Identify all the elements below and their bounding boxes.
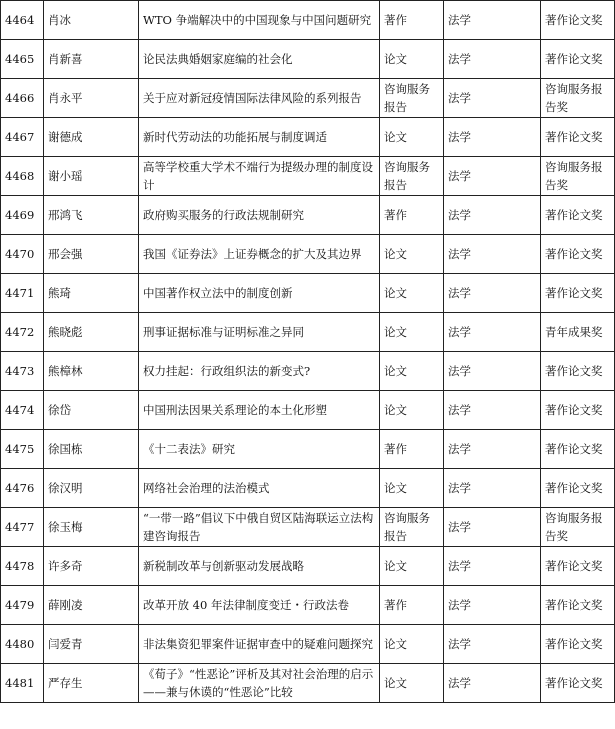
author-cell: 肖冰 bbox=[44, 1, 139, 40]
author-cell: 谢小瑶 bbox=[44, 157, 139, 196]
type-cell: 论文 bbox=[380, 118, 444, 157]
award-cell: 著作论文奖 bbox=[541, 352, 615, 391]
subject-cell: 法学 bbox=[444, 625, 541, 664]
row-number-cell: 4479 bbox=[1, 586, 44, 625]
title-cell: 非法集资犯罪案件证据审查中的疑难问题探究 bbox=[139, 625, 380, 664]
type-cell: 著作 bbox=[380, 196, 444, 235]
row-number-cell: 4464 bbox=[1, 1, 44, 40]
subject-cell: 法学 bbox=[444, 586, 541, 625]
row-number-cell: 4467 bbox=[1, 118, 44, 157]
type-cell: 著作 bbox=[380, 586, 444, 625]
award-cell: 著作论文奖 bbox=[541, 469, 615, 508]
table-row bbox=[1, 1, 615, 40]
award-cell: 著作论文奖 bbox=[541, 40, 615, 79]
row-number-cell: 4468 bbox=[1, 157, 44, 196]
type-cell: 论文 bbox=[380, 469, 444, 508]
award-cell: 著作论文奖 bbox=[541, 547, 615, 586]
author-cell: 严存生 bbox=[44, 664, 139, 703]
subject-cell: 法学 bbox=[444, 118, 541, 157]
title-cell: 中国刑法因果关系理论的本土化形塑 bbox=[139, 391, 380, 430]
row-number-cell: 4476 bbox=[1, 469, 44, 508]
table-row bbox=[1, 625, 615, 664]
subject-cell: 法学 bbox=[444, 469, 541, 508]
title-cell: 新税制改革与创新驱动发展战略 bbox=[139, 547, 380, 586]
title-cell: “一带一路”倡议下中俄自贸区陆海联运立法构建咨询报告 bbox=[139, 508, 380, 547]
subject-cell: 法学 bbox=[444, 40, 541, 79]
type-cell: 咨询服务报告 bbox=[380, 79, 444, 118]
row-number-cell: 4473 bbox=[1, 352, 44, 391]
subject-cell: 法学 bbox=[444, 664, 541, 703]
award-cell: 著作论文奖 bbox=[541, 1, 615, 40]
award-cell: 著作论文奖 bbox=[541, 664, 615, 703]
author-cell: 徐汉明 bbox=[44, 469, 139, 508]
subject-cell: 法学 bbox=[444, 313, 541, 352]
table-row bbox=[1, 79, 615, 118]
subject-cell: 法学 bbox=[444, 79, 541, 118]
author-cell: 熊琦 bbox=[44, 274, 139, 313]
type-cell: 著作 bbox=[380, 1, 444, 40]
subject-cell: 法学 bbox=[444, 352, 541, 391]
table-row bbox=[1, 196, 615, 235]
award-cell: 著作论文奖 bbox=[541, 391, 615, 430]
award-cell: 著作论文奖 bbox=[541, 196, 615, 235]
award-cell: 咨询服务报告奖 bbox=[541, 157, 615, 196]
type-cell: 论文 bbox=[380, 40, 444, 79]
author-cell: 谢德成 bbox=[44, 118, 139, 157]
title-cell: 高等学校重大学术不端行为提级办理的制度设计 bbox=[139, 157, 380, 196]
author-cell: 邢会强 bbox=[44, 235, 139, 274]
award-cell: 咨询服务报告奖 bbox=[541, 508, 615, 547]
title-cell: 权力挂起：行政组织法的新变式? bbox=[139, 352, 380, 391]
subject-cell: 法学 bbox=[444, 157, 541, 196]
table-row bbox=[1, 118, 615, 157]
author-cell: 徐玉梅 bbox=[44, 508, 139, 547]
title-cell: 《荀子》“性恶论”评析及其对社会治理的启示——兼与休谟的“性恶论”比较 bbox=[139, 664, 380, 703]
type-cell: 论文 bbox=[380, 664, 444, 703]
title-cell: 刑事证据标准与证明标准之异同 bbox=[139, 313, 380, 352]
author-cell: 肖新喜 bbox=[44, 40, 139, 79]
type-cell: 论文 bbox=[380, 352, 444, 391]
row-number-cell: 4466 bbox=[1, 79, 44, 118]
row-number-cell: 4478 bbox=[1, 547, 44, 586]
type-cell: 论文 bbox=[380, 313, 444, 352]
award-cell: 著作论文奖 bbox=[541, 118, 615, 157]
award-cell: 著作论文奖 bbox=[541, 274, 615, 313]
author-cell: 闫爱青 bbox=[44, 625, 139, 664]
type-cell: 著作 bbox=[380, 430, 444, 469]
award-cell: 著作论文奖 bbox=[541, 586, 615, 625]
subject-cell: 法学 bbox=[444, 430, 541, 469]
award-cell: 著作论文奖 bbox=[541, 430, 615, 469]
row-number-cell: 4465 bbox=[1, 40, 44, 79]
awards-table-body bbox=[1, 1, 615, 703]
row-number-cell: 4471 bbox=[1, 274, 44, 313]
subject-cell: 法学 bbox=[444, 235, 541, 274]
table-row bbox=[1, 352, 615, 391]
title-cell: 论民法典婚姻家庭编的社会化 bbox=[139, 40, 380, 79]
row-number-cell: 4469 bbox=[1, 196, 44, 235]
row-number-cell: 4470 bbox=[1, 235, 44, 274]
author-cell: 熊樟林 bbox=[44, 352, 139, 391]
table-row bbox=[1, 391, 615, 430]
type-cell: 论文 bbox=[380, 274, 444, 313]
subject-cell: 法学 bbox=[444, 391, 541, 430]
author-cell: 薛刚凌 bbox=[44, 586, 139, 625]
table-row bbox=[1, 508, 615, 547]
row-number-cell: 4477 bbox=[1, 508, 44, 547]
table-row bbox=[1, 274, 615, 313]
title-cell: 新时代劳动法的功能拓展与制度调适 bbox=[139, 118, 380, 157]
type-cell: 论文 bbox=[380, 391, 444, 430]
award-cell: 著作论文奖 bbox=[541, 625, 615, 664]
author-cell: 熊晓彪 bbox=[44, 313, 139, 352]
table-row bbox=[1, 547, 615, 586]
table-row bbox=[1, 40, 615, 79]
type-cell: 咨询服务报告 bbox=[380, 157, 444, 196]
author-cell: 肖永平 bbox=[44, 79, 139, 118]
title-cell: 改革开放 40 年法律制度变迁・行政法卷 bbox=[139, 586, 380, 625]
title-cell: 关于应对新冠疫情国际法律风险的系列报告 bbox=[139, 79, 380, 118]
table-row bbox=[1, 430, 615, 469]
row-number-cell: 4475 bbox=[1, 430, 44, 469]
subject-cell: 法学 bbox=[444, 1, 541, 40]
table-row bbox=[1, 664, 615, 703]
author-cell: 徐国栋 bbox=[44, 430, 139, 469]
table-row bbox=[1, 586, 615, 625]
table-row bbox=[1, 313, 615, 352]
award-cell: 青年成果奖 bbox=[541, 313, 615, 352]
title-cell: 网络社会治理的法治模式 bbox=[139, 469, 380, 508]
row-number-cell: 4472 bbox=[1, 313, 44, 352]
award-cell: 咨询服务报告奖 bbox=[541, 79, 615, 118]
title-cell: WTO 争端解决中的中国现象与中国问题研究 bbox=[139, 1, 380, 40]
table-row bbox=[1, 235, 615, 274]
row-number-cell: 4481 bbox=[1, 664, 44, 703]
subject-cell: 法学 bbox=[444, 196, 541, 235]
title-cell: 中国著作权立法中的制度创新 bbox=[139, 274, 380, 313]
type-cell: 论文 bbox=[380, 235, 444, 274]
title-cell: 我国《证券法》上证券概念的扩大及其边界 bbox=[139, 235, 380, 274]
award-cell: 著作论文奖 bbox=[541, 235, 615, 274]
author-cell: 邢鸿飞 bbox=[44, 196, 139, 235]
row-number-cell: 4474 bbox=[1, 391, 44, 430]
title-cell: 《十二表法》研究 bbox=[139, 430, 380, 469]
author-cell: 徐岱 bbox=[44, 391, 139, 430]
type-cell: 论文 bbox=[380, 547, 444, 586]
subject-cell: 法学 bbox=[444, 274, 541, 313]
row-number-cell: 4480 bbox=[1, 625, 44, 664]
table-row bbox=[1, 157, 615, 196]
type-cell: 咨询服务报告 bbox=[380, 508, 444, 547]
author-cell: 许多奇 bbox=[44, 547, 139, 586]
table-row bbox=[1, 469, 615, 508]
title-cell: 政府购买服务的行政法规制研究 bbox=[139, 196, 380, 235]
subject-cell: 法学 bbox=[444, 547, 541, 586]
type-cell: 论文 bbox=[380, 625, 444, 664]
subject-cell: 法学 bbox=[444, 508, 541, 547]
